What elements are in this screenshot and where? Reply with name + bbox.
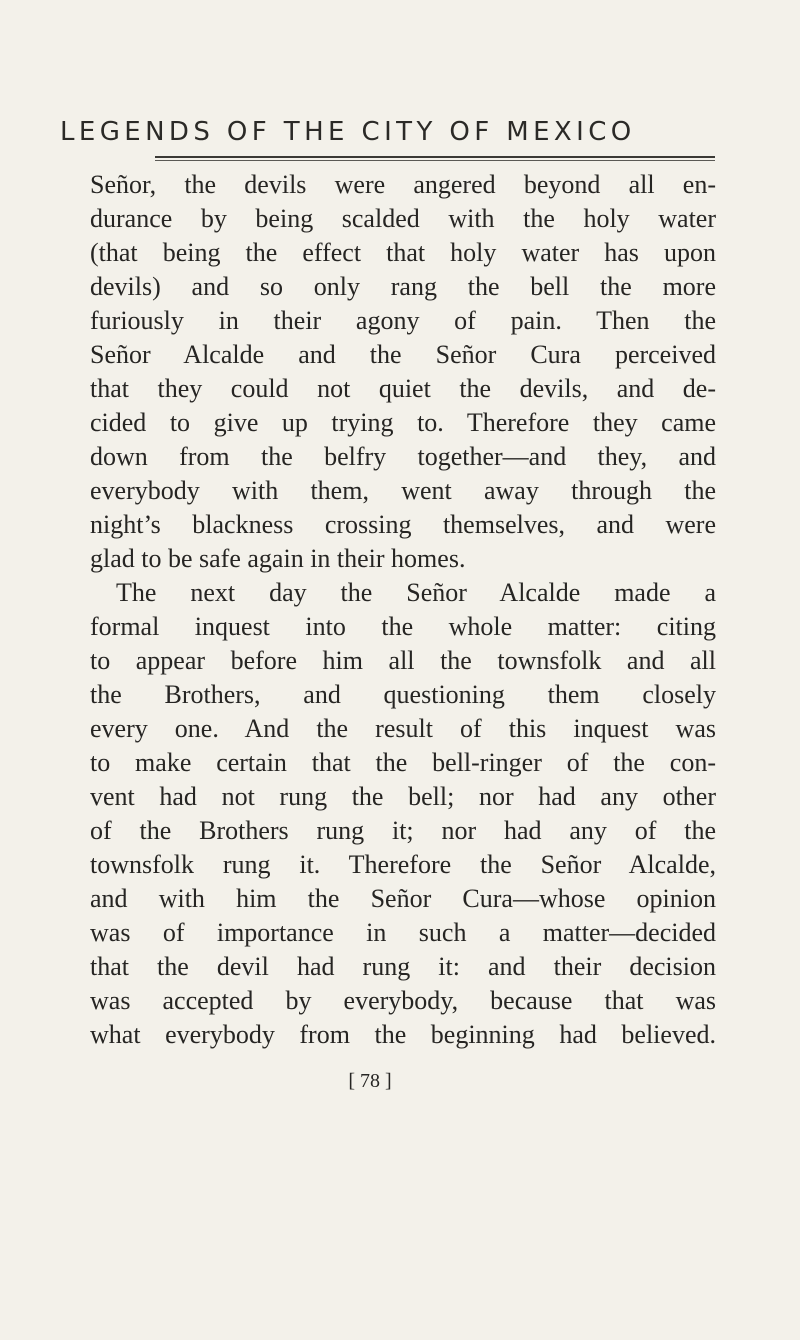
text-line: of the Brothers rung it; nor had any of the	[90, 816, 716, 845]
page-number: [ 78 ]	[348, 1070, 392, 1092]
text-line: that they could not quiet the devils, and de-	[90, 374, 716, 403]
text-line: everybody with them, went away through the	[90, 476, 716, 505]
text-line: and with him the Señor Cura—whose opinion	[90, 884, 716, 913]
text-line: to appear before him all the townsfolk and all	[90, 646, 716, 675]
text-line: cided to give up trying to. Therefore they came	[90, 408, 716, 437]
text-line: devils) and so only rang the bell the more	[90, 272, 716, 301]
text-line: vent had not rung the bell; nor had any other	[90, 782, 716, 811]
text-line: to make certain that the bell-ringer of the con-	[90, 748, 716, 777]
text-line: was of importance in such a matter—decided	[90, 918, 716, 947]
text-line: durance by being scalded with the holy water	[90, 204, 716, 233]
body-text	[90, 168, 716, 1052]
text-line: that the devil had rung it: and their decision	[90, 952, 716, 981]
text-line: every one. And the result of this inquest was	[90, 714, 716, 743]
text-line: what everybody from the beginning had believed.	[90, 1020, 716, 1049]
text-line: formal inquest into the whole matter: citing	[90, 612, 716, 641]
header-rule-thin	[155, 160, 715, 161]
text-line: (that being the effect that holy water has upon	[90, 238, 716, 267]
text-line: was accepted by everybody, because that was	[90, 986, 716, 1015]
text-line: the Brothers, and questioning them closely	[90, 680, 716, 709]
text-line: night’s blackness crossing themselves, and were	[90, 510, 716, 539]
text-line: Señor Alcalde and the Señor Cura perceived	[90, 340, 716, 369]
header-rule	[155, 156, 715, 158]
text-line: glad to be safe again in their homes.	[90, 544, 466, 573]
text-line: Señor, the devils were angered beyond all en-	[90, 170, 716, 199]
running-head: LEGENDS OF THE CITY OF MEXICO	[60, 117, 636, 147]
text-line: townsfolk rung it. Therefore the Señor Alcalde,	[90, 850, 716, 879]
text-line: down from the belfry together—and they, and	[90, 442, 716, 471]
text-line: furiously in their agony of pain. Then the	[90, 306, 716, 335]
paragraph-start-line: The next day the Señor Alcalde made a	[116, 578, 716, 607]
